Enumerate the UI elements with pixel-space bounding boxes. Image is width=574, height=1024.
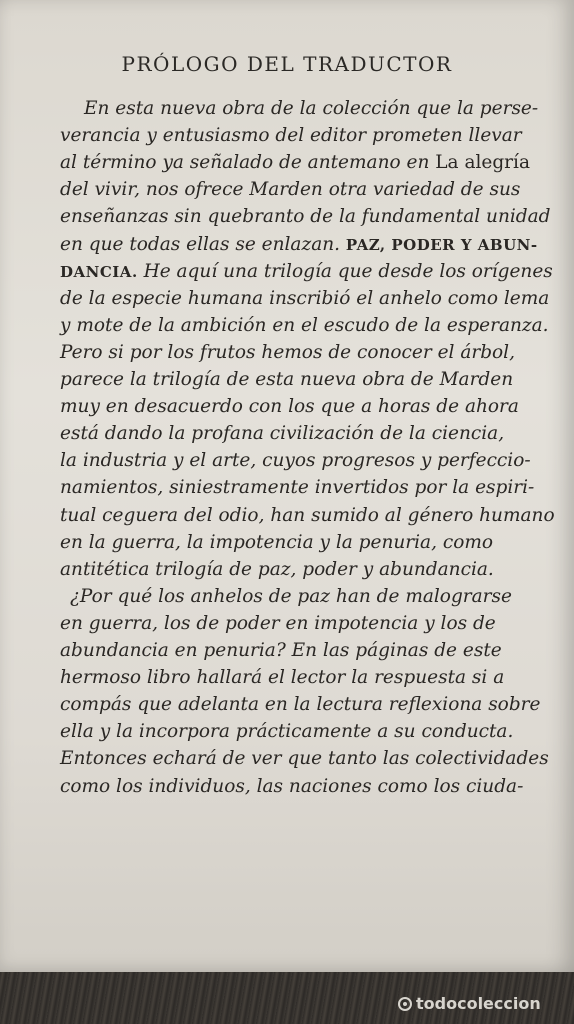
text-line [60, 154, 530, 173]
text-run: He aquí una trilogía que desde los orígenes [137, 260, 553, 282]
text-line [70, 585, 512, 607]
text-run: antitética trilogía de paz, poder y abundancia. [60, 558, 494, 580]
text-line [60, 558, 494, 580]
text-run: Pero si por los frutos hemos de conocer el árbol, [60, 341, 515, 363]
text-run: Entonces echará de ver que tanto las colectividades [60, 748, 549, 770]
watermark-text: todocoleccion [416, 994, 541, 1013]
text-run: enseñanzas sin quebranto de la fundamental unidad [60, 206, 551, 228]
text-line [60, 127, 522, 146]
roman-text: La alegría [435, 152, 530, 174]
text-run: abundancia en penuria? En las páginas de este [60, 640, 502, 661]
page-title: PRÓLOGO DEL TRADUCTOR [121, 52, 453, 76]
text-run: tual ceguera del odio, han sumido al género humano [60, 504, 555, 526]
text-run: como los individuos, las naciones como los ciuda- [60, 775, 524, 797]
text-run: la industria y el arte, cuyos progresos y perfeccio- [60, 450, 531, 472]
text-line [60, 260, 553, 282]
text-line [60, 775, 524, 797]
text-line [84, 100, 538, 119]
text-line [60, 642, 502, 661]
text-line [60, 341, 515, 363]
text-line [60, 287, 550, 309]
watermark [398, 994, 541, 1013]
text-line [60, 425, 504, 444]
text-line [60, 750, 549, 769]
text-run: namientos, siniestramente invertidos por la espiri- [60, 477, 535, 499]
text-run: ¿Por qué los anhelos de paz han de malograrse [70, 585, 512, 607]
text-line [60, 696, 540, 715]
text-line [60, 531, 494, 553]
text-run: En esta nueva obra de la colección que la perse- [84, 98, 539, 119]
text-run: ella y la incorpora prácticamente a su conducta. [60, 721, 514, 743]
text-run: está dando la profana civilización de la ciencia, [60, 423, 505, 445]
small-caps-text: DANCIA. [60, 262, 138, 281]
text-run: muy en desacuerdo con los que a horas de ahora [60, 396, 519, 418]
text-run: y mote de la ambición en el escudo de la esperanza. [60, 314, 549, 336]
text-line [60, 504, 555, 526]
text-run: de la especie humana inscribió el anhelo como lema [60, 287, 550, 309]
text-run: verancia y entusiasmo del editor prometen llevar [60, 125, 522, 147]
text-line [60, 398, 519, 417]
text-run: parece la trilogía de esta nueva obra de Marden [60, 369, 514, 390]
text-run: en la guerra, la impotencia y la penuria, como [60, 531, 494, 553]
text-line [60, 723, 513, 742]
text-run: al término ya señalado de antemano en [60, 152, 436, 174]
text-run: en que todas ellas se enlazan. [60, 233, 346, 255]
text-line [60, 612, 496, 634]
text-line [60, 669, 504, 688]
text-line [60, 208, 551, 227]
text-line [60, 181, 520, 200]
text-line [60, 371, 513, 390]
todocoleccion-logo-icon [398, 997, 412, 1011]
text-run: compás que adelanta en la lectura reflexiona sobre [60, 694, 541, 716]
text-line [60, 452, 531, 471]
text-line [60, 479, 534, 498]
text-line [60, 314, 549, 336]
small-caps-text: PAZ, PODER Y ABUN- [345, 235, 538, 254]
text-run: en guerra, los de poder en impotencia y los de [60, 612, 496, 634]
text-line [60, 233, 538, 255]
text-run: hermoso libro hallará el lector la respuesta si a [60, 667, 505, 689]
text-run: del vivir, nos ofrece Marden otra variedad de sus [60, 179, 521, 201]
